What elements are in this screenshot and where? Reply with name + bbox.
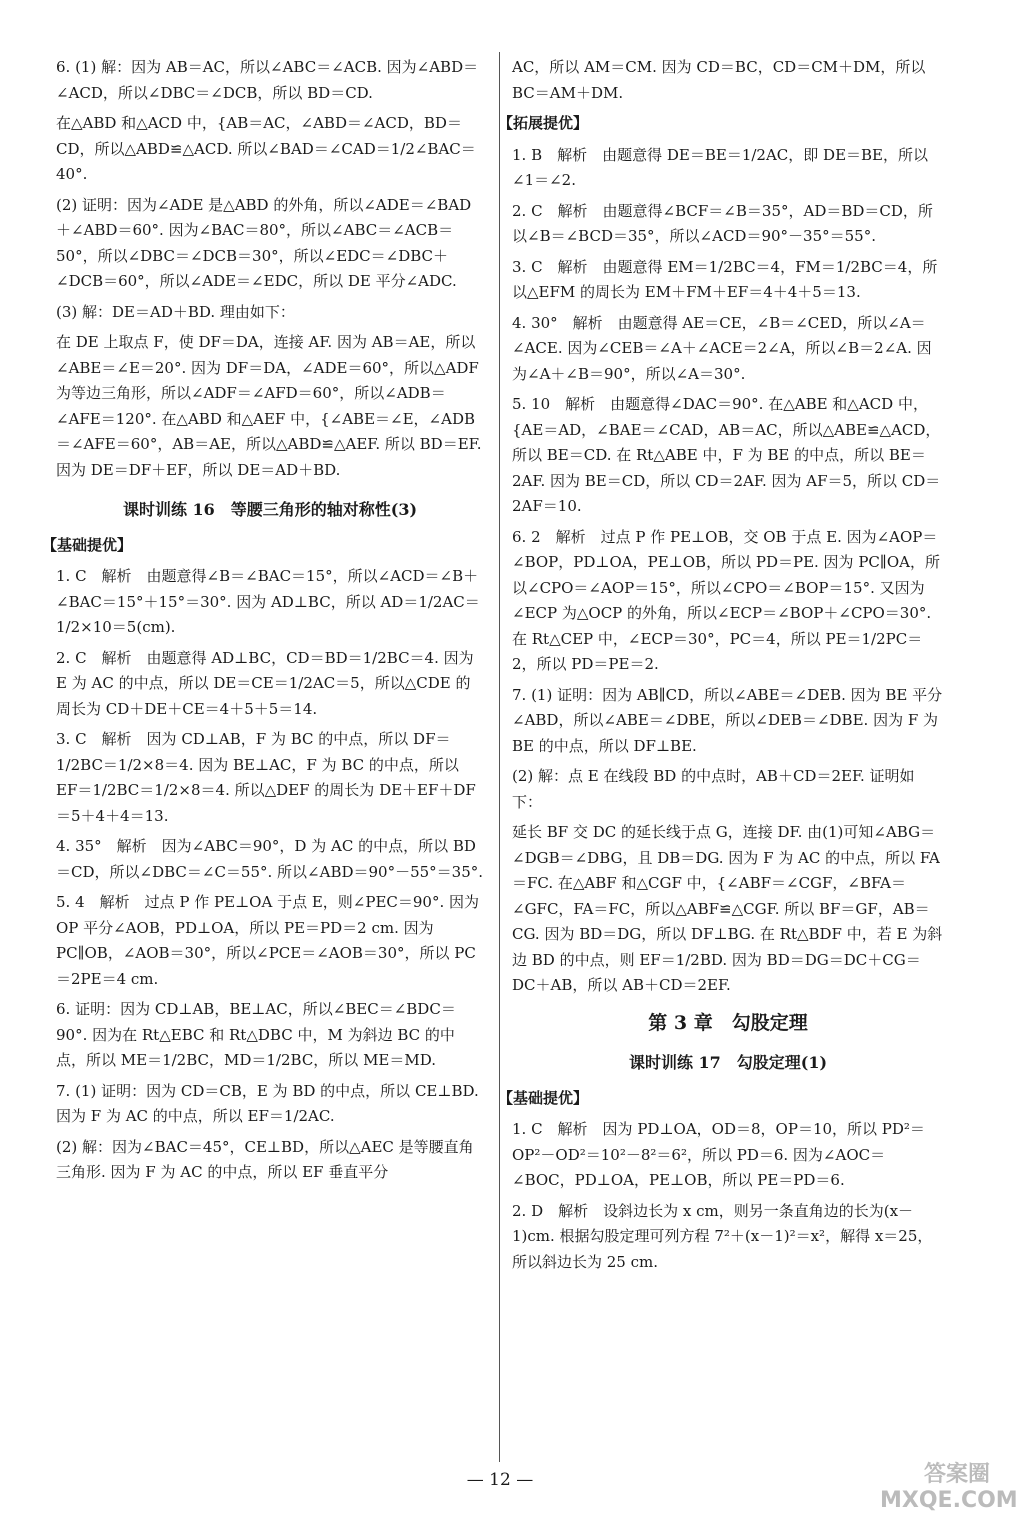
answer-item: 7. (1) 证明：因为 AB∥CD，所以∠ABE＝∠DEB. 因为 BE 平分∠ABD，所以∠ABE＝∠DBE，所以∠DEB＝∠DBE. 因为 F 为 BE 的中点，所以 DF⊥BE. xyxy=(512,685,943,755)
answer-paragraph: 6. (1) 解：因为 AB＝AC，所以∠ABC＝∠ACB. 因为∠ABD＝∠ACD，所以∠DBC＝∠DCB，所以 BD＝CD. xyxy=(56,58,479,102)
chapter-title: 第 3 章 勾股定理 xyxy=(648,1011,808,1034)
page-number: — 12 — xyxy=(466,1470,534,1490)
answer-item: 延长 BF 交 DC 的延长线于点 G，连接 DF. 由(1)可知∠ABG＝∠DGB＝∠DBG，且 DB＝DG. 因为 F 为 AC 的中点，所以 FA＝FC. 在△ABF 和△CGF 中，{∠ABF＝∠CGF，∠BFA＝∠GFC，FA＝FC，所以△ABF≌△CGF. 所以 BF＝GF，AB＝CG. 因为 BD＝DG，所以 DF⊥BG. 在 Rt△BDF 中，若 E 为斜边 BD 的中点，则 EF＝1/2BD. 因为 BD＝DG＝DC＋CG＝DC＋AB，所以 AB＋CD＝2EF. xyxy=(512,823,943,994)
answer-item: 3. C 解析 因为 CD⊥AB，F 为 BC 的中点，所以 DF＝1/2BC＝1/2×8＝4. 因为 BE⊥AC，F 为 BC 的中点，所以 EF＝1/2BC＝1/2×8＝4. 所以△DEF 的周长为 DE＋EF＋DF＝5＋4＋4＝13. xyxy=(56,730,476,825)
lesson-title: 课时训练 17 勾股定理(1) xyxy=(628,1053,828,1072)
column-divider xyxy=(499,52,500,1462)
answer-paragraph: 在△ABD 和△ACD 中，{AB＝AC，∠ABD＝∠ACD，BD＝CD，所以△ABD≌△ACD. 所以∠BAD＝∠CAD＝1/2∠BAC＝40°. xyxy=(56,114,476,183)
answer-item: 1. C 解析 因为 PD⊥OA，OD＝8，OP＝10，所以 PD²＝OP²－OD²＝10²－8²＝6²，所以 PD＝6. 因为∠AOC＝∠BOC，PD⊥OA，PE⊥OB，所以 PE＝PD＝6. xyxy=(512,1120,925,1189)
answer-item: 1. C 解析 由题意得∠B＝∠BAC＝15°，所以∠ACD＝∠B＋∠BAC＝15°＋15°＝30°. 因为 AD⊥BC，所以 AD＝1/2AC＝1/2×10＝5(cm). xyxy=(56,567,480,636)
answer-item: 5. 4 解析 过点 P 作 PE⊥OA 于点 E，则∠PEC＝90°. 因为 OP 平分∠AOB，PD⊥OA，所以 PE＝PD＝2 cm. 因为 PC∥OB，∠AOB＝30°，所以∠PCE＝∠AOB＝30°，所以 PC＝2PE＝4 cm. xyxy=(56,893,479,988)
section-heading: 【拓展提优】 xyxy=(498,114,589,132)
answer-item: 2. C 解析 由题意得 AD⊥BC，CD＝BD＝1/2BC＝4. 因为 E 为 AC 的中点，所以 DE＝CE＝1/2AC＝5，所以△CDE 的周长为 CD＋DE＋CE＝4＋5＋5＝14. xyxy=(56,648,474,718)
answer-item: 2. D 解析 设斜边长为 x cm，则另一条直角边的长为(x－1)cm. 根据勾股定理可列方程 7²＋(x－1)²＝x²，解得 x＝25，所以斜边长为 25 cm. xyxy=(512,1201,933,1271)
section-heading: 【基础提优】 xyxy=(42,535,133,554)
answer-item: (2) 解：点 E 在线段 BD 的中点时，AB＋CD＝2EF. 证明如下： xyxy=(512,767,915,811)
left-column xyxy=(42,55,484,1191)
section-heading: 【基础提优】 xyxy=(498,1088,589,1107)
answer-item: 6. 2 解析 过点 P 作 PE⊥OB，交 OB 于点 E. 因为∠AOP＝∠BOP，PD⊥OA，PE⊥OB，所以 PD＝PE. 因为 PC∥OA，所以∠CPO＝∠AOP＝15°，所以∠CPO＝∠BOP＝15°. 又因为∠ECP 为△OCP 的外角，所以∠ECP＝∠BOP＋∠CPO＝30°. 在 Rt△CEP 中，∠ECP＝30°，PC＝4，所以 PE＝1/2PC＝2，所以 PD＝PE＝2. xyxy=(512,527,940,673)
answer-item: 7. (1) 证明：因为 CD＝CB，E 为 BD 的中点，所以 CE⊥BD. 因为 F 为 AC 的中点，所以 EF＝1/2AC. xyxy=(56,1081,479,1125)
answer-item: 4. 35° 解析 因为∠ABC＝90°，D 为 AC 的中点，所以 BD＝CD，所以∠DBC＝∠C＝55°. 所以∠ABD＝90°－55°＝35°. xyxy=(56,837,484,881)
answer-paragraph: (2) 证明：因为∠ADE 是△ABD 的外角，所以∠ADE＝∠BAD＋∠ABD＝60°. 因为∠BAC＝80°，所以∠ABC＝∠ACB＝50°，所以∠DBC＝∠DCB＝30°，所以∠EDC＝∠DBC＋∠DCB＝60°，所以∠ADE＝∠EDC，所以 DE 平分∠ADC. xyxy=(56,195,472,290)
answer-item: 6. 证明：因为 CD⊥AB，BE⊥AC，所以∠BEC＝∠BDC＝90°. 因为在 Rt△EBC 和 Rt△DBC 中，M 为斜边 BC 的中点，所以 ME＝1/2BC，MD＝1/2BC，所以 ME＝MD. xyxy=(56,1000,456,1069)
answer-paragraph: 在 DE 上取点 F，使 DF＝DA，连接 AF. 因为 AB＝AE，所以∠ABE＝∠E＝20°. 因为 DF＝DA，∠ADE＝60°，所以△ADF 为等边三角形，所以∠ADF＝∠AFD＝60°，所以∠ADB＝∠AFE＝120°. 在△ABD 和△AEF 中，{∠ABE＝∠E，∠ADB＝∠AFE＝60°，AB＝AE，所以△ABD≌△AEF. 所以 BD＝EF. 因为 DE＝DF＋EF，所以 DE＝AD＋BD. xyxy=(56,333,482,479)
answer-item: 1. B 解析 由题意得 DE＝BE＝1/2AC，即 DE＝BE，所以∠1＝∠2. xyxy=(512,145,928,189)
answer-paragraph: AC，所以 AM＝CM. 因为 CD＝BC，CD＝CM＋DM，所以 BC＝AM＋DM. xyxy=(512,58,926,102)
answer-item: 2. C 解析 由题意得∠BCF＝∠B＝35°，AD＝BD＝CD，所以∠B＝∠BCD＝35°，所以∠ACD＝90°－35°＝55°. xyxy=(512,201,933,245)
watermark-logo: 答案圈 MXQE.COM xyxy=(880,1462,1018,1513)
lesson-title: 课时训练 16 等腰三角形的轴对称性(3) xyxy=(122,500,418,519)
answer-item: 4. 30° 解析 由题意得 AE＝CE，∠B＝∠CED，所以∠A＝∠ACE. 因为∠CEB＝∠A＋∠ACE＝2∠A，所以∠B＝2∠A. 因为∠A＋∠B＝90°，所以∠A＝30°. xyxy=(512,313,932,383)
answer-paragraph: (3) 解：DE＝AD＋BD. 理由如下： xyxy=(56,302,295,321)
answer-item: 5. 10 解析 由题意得∠DAC＝90°. 在△ABE 和△ACD 中，{AE＝AD，∠BAE＝∠CAD，AB＝AC，所以△ABE≌△ACD，所以 BE＝CD. 在 Rt△ABE 中，F 为 BE 的中点，所以 BE＝2AF. 因为 BE＝CD，所以 CD＝2AF. 因为 AF＝5，所以 CD＝2AF＝10. xyxy=(512,395,941,515)
answer-item: 3. C 解析 由题意得 EM＝1/2BC＝4，FM＝1/2BC＝4，所以△EFM 的周长为 EM＋FM＋EF＝4＋4＋5＝13. xyxy=(512,257,938,301)
right-column xyxy=(498,55,944,1280)
answer-item: (2) 解：因为∠BAC＝45°，CE⊥BD，所以△AEC 是等腰直角三角形. 因为 F 为 AC 的中点，所以 EF 垂直平分 xyxy=(56,1137,474,1181)
